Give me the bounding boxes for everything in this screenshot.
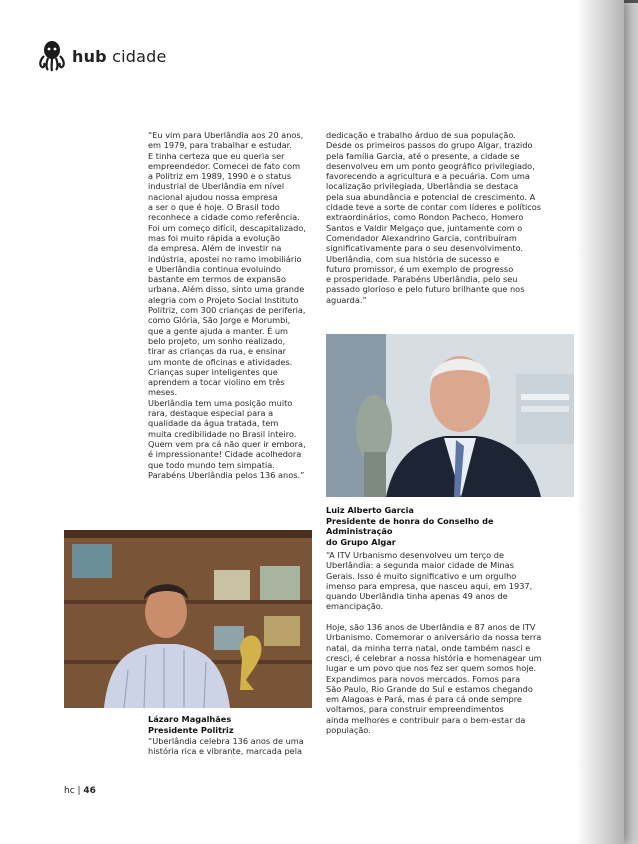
page-spine-shadow: [576, 0, 624, 844]
article-column-right-bottom: “A ITV Urbanismo desenvolveu um terço de Uberlândia: a segunda maior cidade de Minas Gerais. Isso é muito significativo e um orgulho imenso para empresa, que nasceu aqui, em 1937, quando Uberlândia tinha apenas 49 anos de emancipação. Hoje, são 136 anos de Uberlândia e 87 anos de ITV Urbanismo. Comemorar o aniversário da nossa terra natal, da minha terra natal, onde também nasci e cresci, é celebrar a nossa história e homenagear um lugar e um povo que nos fez ser quem somos hoje. Expandimos para novos mercados. Fomos para São Paulo, Rio Grande do Sul e estamos chegando em Alagoas e Pará, mas é para cá onde sempre voltamos, para construir empreendimentos ainda melhores e contribuir para o bem-estar da população.: [326, 550, 542, 736]
caption-lazaro: Lázaro Magalhães Presidente Politriz: [148, 714, 234, 735]
caption-garcia: Luiz Alberto Garcia Presidente de honra do Conselho de Administração do Grupo Algar: [326, 505, 494, 547]
photo-luiz-alberto-garcia: [326, 334, 574, 497]
page-footer: [64, 786, 96, 796]
octopus-icon: [38, 40, 66, 72]
hub-cidade-logo: [38, 40, 167, 72]
lazaro-quote-start: “Uberlândia celebra 136 anos de uma história rica e vibrante, marcada pela: [148, 736, 304, 757]
logo-text: hub cidade: [72, 46, 167, 66]
footer-prefix: hc |: [64, 786, 81, 796]
photo-lazaro-magalhaes: [64, 530, 312, 708]
article-column-right-top: dedicação e trabalho árduo de sua população. Desde os primeiros passos do grupo Algar, trazido pela família Garcia, até o presente, a cidade se desenvolveu em um ponto geográfico privilegiado, favorecendo a agricultura e a pecuária. Com uma localização privilegiada, Uberlândia se destaca pela sua abundância e potencial de crescimento. A cidade teve a sorte de contar com líderes e políticos extraordinários, como Rondon Pacheco, Homero Santos e Valdir Melgaço que, juntamente com o Comendador Alexandrino Garcia, contribuíram significativamente para o seu desenvolvimento. Uberlândia, com sua história de sucesso e futuro promissor, é um exemplo de progresso e prosperidade. Parabéns Uberlândia, pelo seu passado glorioso e pelo futuro brilhante que nos aguarda.”: [326, 130, 542, 305]
page-number: 46: [83, 786, 96, 796]
article-column-left: “Eu vim para Uberlândia aos 20 anos, em 1979, para trabalhar e estudar. E tinha certeza que eu queria ser empreendedor. Comecei de fato com a Politriz em 1989, 1990 e o status industrial de Uberlândia em nível nacional ajudou nossa empresa a ser o que é hoje. O Brasil todo reconhece a cidade como referência. Foi um começo difícil, descapitalizado, mas foi muito rápida a evolução da empresa. Além de investir na indústria, apostei no ramo imobiliário e Uberlândia continua evoluindo bastante em termos de expansão urbana. Além disso, sinto uma grande alegria com o Projeto Social Instituto Politriz, com 300 crianças de periferia, como Glória, São Jorge e Morumbi, que a gente ajuda a manter. É um belo projeto, um sonho realizado, tirar as crianças da rua, e ensinar um monte de oficinas e atividades. Crianças super inteligentes que aprendem a tocar violino em três meses. Uberlândia tem uma posição muito rara, destaque especial para a qualidade da água tratada, tem muita credibilidade no Brasil inteiro. Quem vem pra cá não quer ir embora, é impressionante! Cidade acolhedora que todo mundo tem simpatia. Parabéns Uberlândia pelos 136 anos.”: [148, 130, 306, 480]
